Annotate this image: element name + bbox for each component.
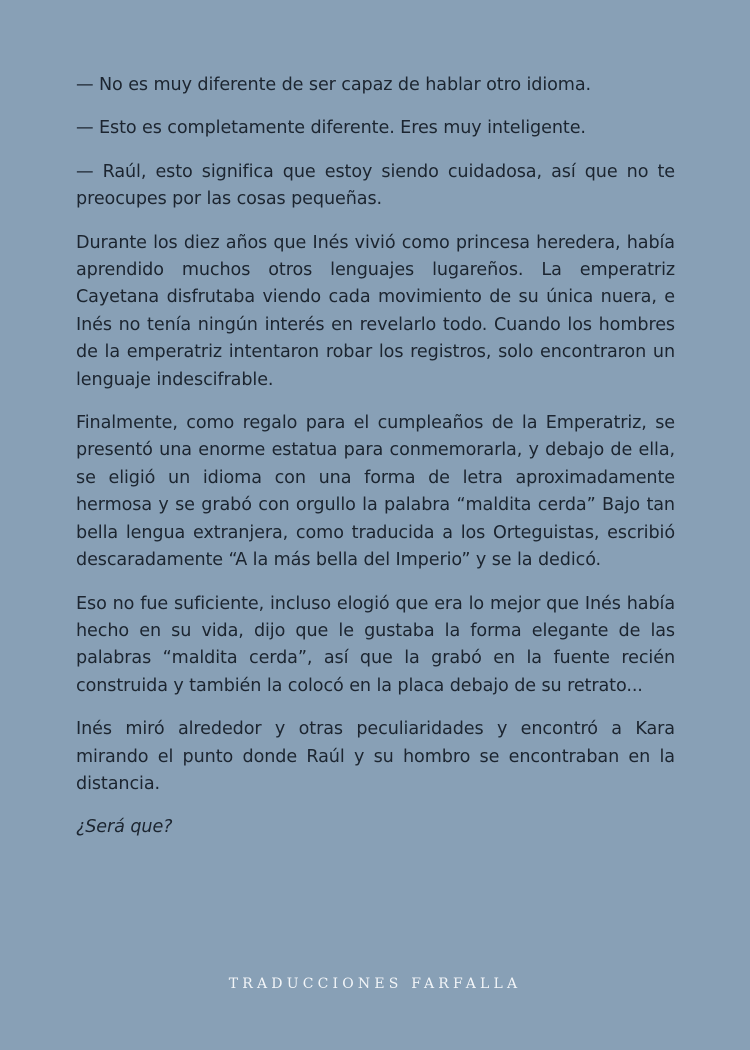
narrative-paragraph-3: Eso no fue suficiente, incluso elogió que era lo mejor que Inés había hecho en su vida, dijo que le gustaba la forma elegante de las palabras “maldita cerda”, así que la grabó en la fuente recién construida y también la colocó en la placa debajo de su retrato... <box>76 593 675 696</box>
narrative-paragraph-2: Finalmente, como regalo para el cumpleaños de la Emperatriz, se presentó una enorme estatua para conmemorarla, y debajo de ella, se eligió un idioma con una forma de letra aproximadamente hermosa y se grabó con orgullo la palabra “maldita cerda” Bajo tan bella lengua extranjera, como traducida a los Orteguistas, escribió descaradamente “A la más bella del Imperio” y se la dedicó. <box>76 413 675 571</box>
footer-credit: TRADUCCIONES FARFALLA <box>228 976 522 992</box>
narrative-paragraph-1: Durante los diez años que Inés vivió como princesa heredera, había aprendido muchos otros lenguajes lugareños. La emperatriz Cayetana disfrutaba viendo cada movimiento de su única nuera, e Inés no tenía ningún interés en revelarlo todo. Cuando los hombres de la emperatriz intentaron robar los registros, solo encontraron un lenguaje indescifrable. <box>76 232 675 390</box>
dialogue-line-1: — No es muy diferente de ser capaz de hablar otro idioma. <box>76 75 591 95</box>
closing-thought: ¿Será que? <box>76 817 173 838</box>
body-text <box>76 72 675 858</box>
dialogue-line-2: — Esto es completamente diferente. Eres muy inteligente. <box>76 118 586 139</box>
narrative-paragraph-4: Inés miró alrededor y otras peculiaridades y encontró a Kara mirando el punto donde Raúl y su hombro se encontraban en la distancia. <box>76 719 675 794</box>
dialogue-line-3: — Raúl, esto significa que estoy siendo cuidadosa, así que no te preocupes por las cosas pequeñas. <box>76 161 675 210</box>
